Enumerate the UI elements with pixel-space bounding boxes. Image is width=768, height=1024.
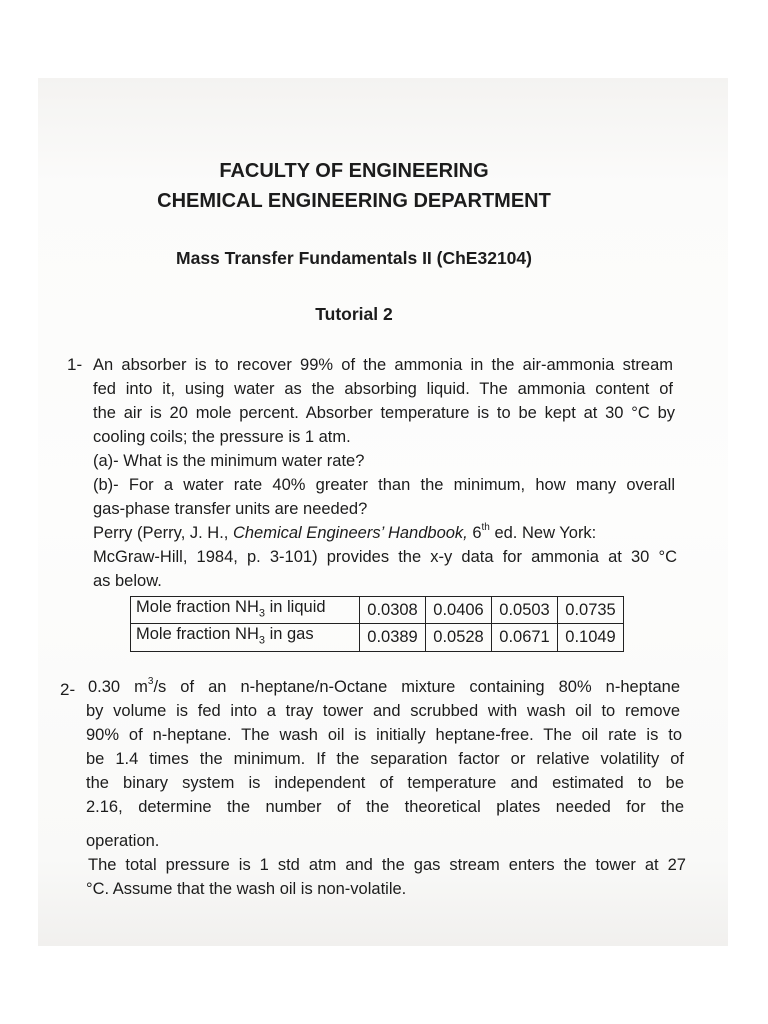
table-row bbox=[131, 624, 624, 651]
department-title: CHEMICAL ENGINEERING DEPARTMENT bbox=[157, 190, 551, 212]
question-1-line: cooling coils; the pressure is 1 atm. bbox=[93, 428, 351, 446]
question-1-number: 1- bbox=[67, 355, 83, 374]
question-1-part-a: (a)- What is the minimum water rate? bbox=[93, 452, 365, 470]
question-1-line: the air is 20 mole percent. Absorber temperature is to be kept at 30 °C by bbox=[93, 404, 675, 422]
table-cell: 0.0389 bbox=[360, 624, 426, 651]
xy-data-table bbox=[130, 596, 624, 652]
table-cell: 0.0735 bbox=[558, 597, 624, 624]
perry-text: Perry (Perry, J. H., bbox=[93, 524, 233, 542]
table-row bbox=[131, 597, 624, 624]
question-2-pressure-line: The total pressure is 1 std atm and the gas stream enters the tower at 27 bbox=[88, 856, 686, 874]
perry-reference-line: McGraw-Hill, 1984, p. 3-101) provides the x-y data for ammonia at 30 °C bbox=[93, 548, 677, 566]
question-2-number: 2- bbox=[60, 680, 76, 699]
perry-reference-line bbox=[93, 524, 675, 543]
edition-suffix: th bbox=[481, 522, 490, 533]
question-1-part-b: (b)- For a water rate 40% greater than the minimum, how many overall bbox=[93, 476, 675, 494]
question-2-line: operation. bbox=[86, 832, 160, 850]
course-title: Mass Transfer Fundamentals II (ChE32104) bbox=[176, 248, 532, 268]
table-cell: 0.0528 bbox=[426, 624, 492, 651]
table-cell: 0.1049 bbox=[558, 624, 624, 651]
faculty-title: FACULTY OF ENGINEERING bbox=[219, 160, 489, 182]
question-1-line: An absorber is to recover 99% of the ammonia in the air-ammonia stream bbox=[93, 356, 673, 374]
question-2-last-line: °C. Assume that the wash oil is non-volatile. bbox=[86, 880, 407, 898]
question-2-line: be 1.4 times the minimum. If the separation factor or relative volatility of bbox=[86, 750, 684, 768]
row-label-liquid: Mole fraction $NH_3$ in liquid bbox=[131, 597, 360, 624]
table-cell: 0.0503 bbox=[492, 597, 558, 624]
question-2-line: 0.30 $m^3/s$ of an n-heptane/n-Octane mixture containing 80% n-heptane bbox=[88, 676, 680, 696]
table-cell: 0.0406 bbox=[426, 597, 492, 624]
perry-reference-line: as below. bbox=[93, 572, 162, 590]
question-2-line: 90% of n-heptane. The wash oil is initially heptane-free. The oil rate is to bbox=[86, 726, 682, 744]
table-cell: 0.0308 bbox=[360, 597, 426, 624]
question-1-line: gas-phase transfer units are needed? bbox=[93, 500, 368, 518]
tutorial-title: Tutorial 2 bbox=[315, 304, 393, 324]
question-2-line: 2.16, determine the number of the theoretical plates needed for the bbox=[86, 798, 684, 816]
publisher-location: ed. New York: bbox=[489, 524, 597, 542]
handbook-title: Chemical Engineers’ Handbook, bbox=[232, 524, 468, 542]
question-2-line: the binary system is independent of temperature and estimated to be bbox=[86, 774, 684, 792]
edition-number: 6 bbox=[467, 524, 482, 542]
table-cell: 0.0671 bbox=[492, 624, 558, 651]
question-2-line: by volume is fed into a tray tower and scrubbed with wash oil to remove bbox=[86, 702, 680, 720]
row-label-gas: Mole fraction $NH_3$ in gas bbox=[131, 624, 360, 651]
question-1-line: fed into it, using water as the absorbing liquid. The ammonia content of bbox=[93, 380, 673, 398]
